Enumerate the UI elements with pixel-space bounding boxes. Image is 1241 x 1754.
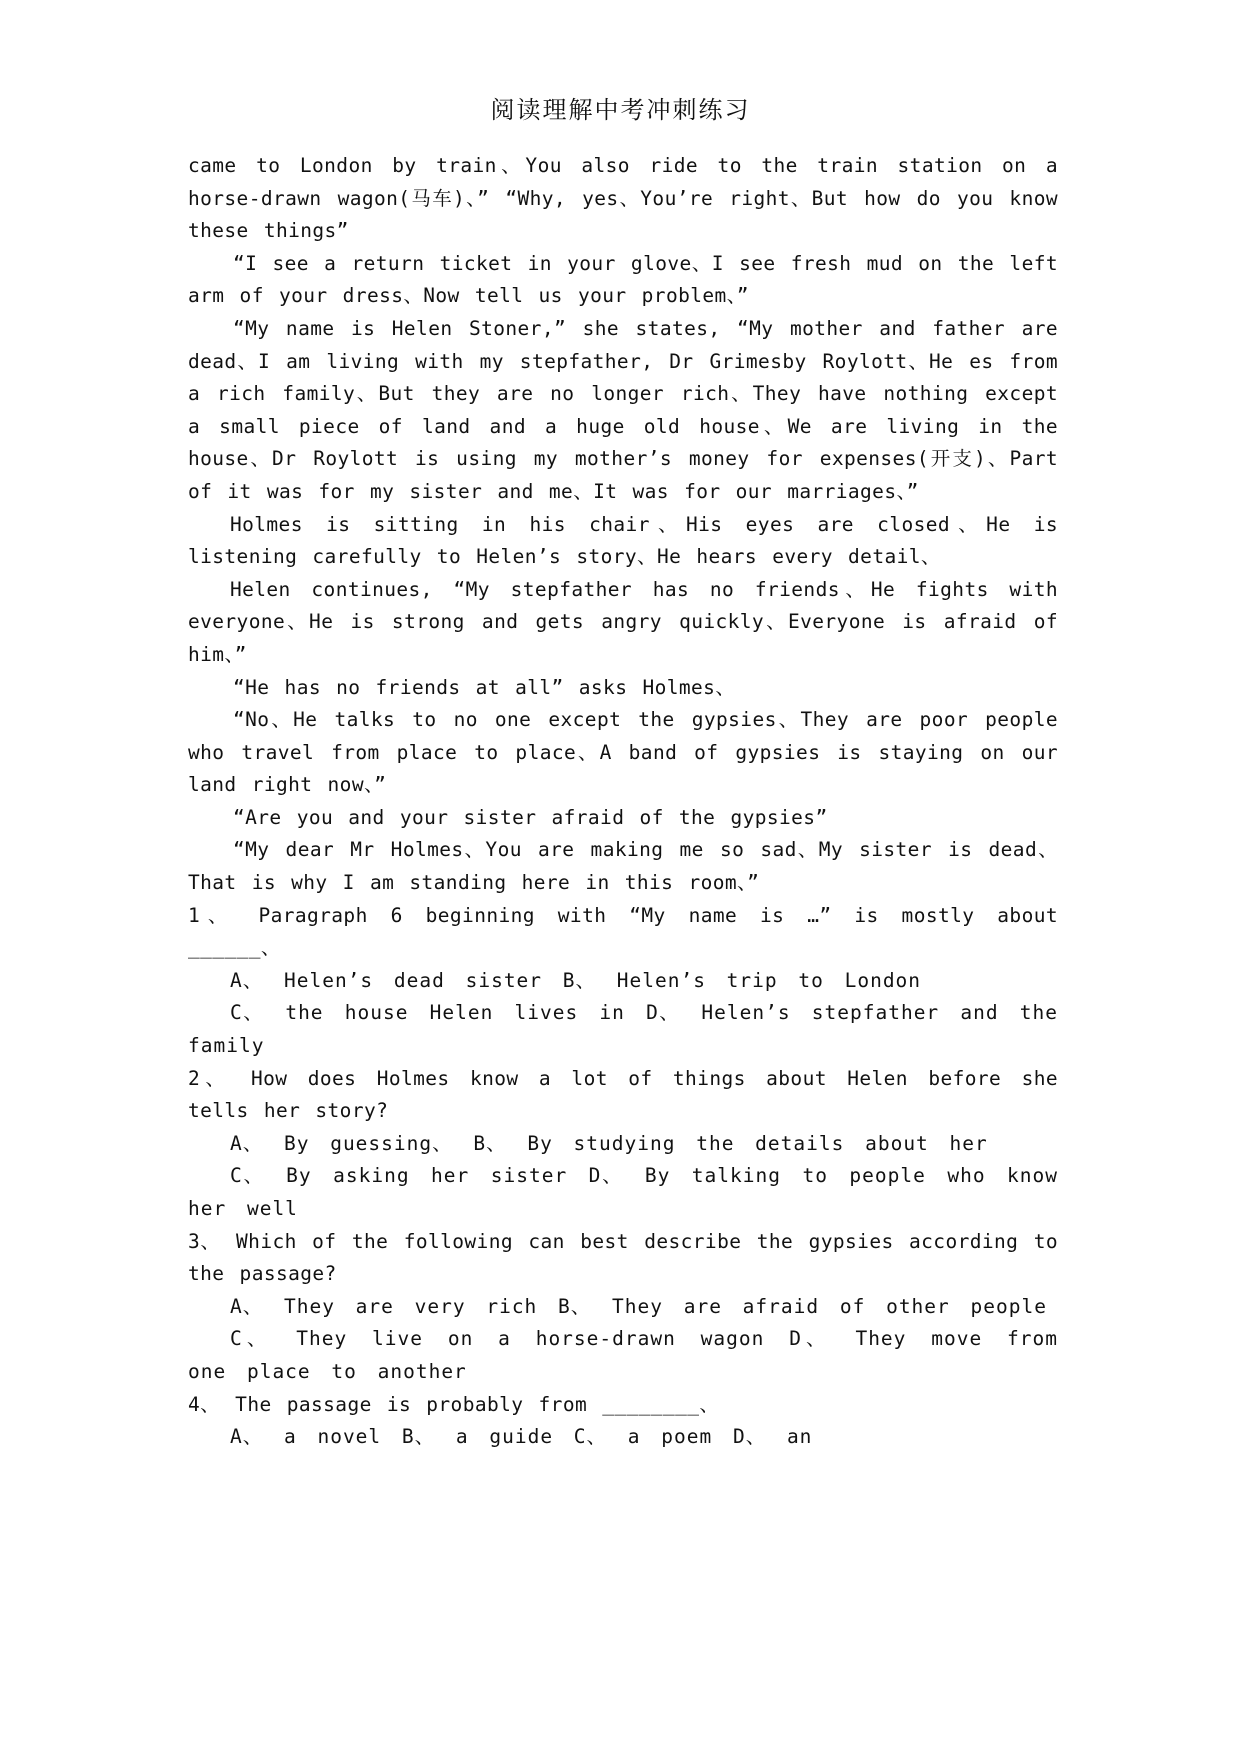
paragraph: “He has no friends at all” asks Holmes、 <box>233 675 736 699</box>
paragraph: Holmes is sitting in his chair、His eyes are closed、He is listening carefully to Helen’s story、He hears every detail、 <box>188 512 1058 569</box>
paragraph: “I see a return ticket in your glove、I see fresh mud on the left arm of your dress、Now tell us your problem、” <box>188 251 1058 308</box>
paragraph: “My name is Helen Stoner,” she states, “My mother and father are dead、I am living with my stepfather, Dr Grimesby Roylott、He es from a rich family、But they are no longer rich、They have nothing except a small piece of land and a huge old house、We are living in the house、Dr Roylott is using my mother’s money for expenses(开支)、Part of it was for my sister and me、It was for our marriages、” <box>188 316 1058 503</box>
question-stem: 4、 The passage is probably from ________、 <box>188 1392 720 1416</box>
paragraph: “No、He talks to no one except the gypsies、They are poor people who travel from place to place、A band of gypsies is staying on our land right now、” <box>188 708 1058 797</box>
question-options: A、 Helen’s dead sister B、 Helen’s trip to London <box>230 968 922 992</box>
question-options: C、 By asking her sister D、 By talking to people who know her well <box>188 1164 1058 1220</box>
paragraph: “My dear Mr Holmes、You are making me so sad、My sister is dead、That is why I am standing here in this room、” <box>188 838 1058 895</box>
question-options: C、 They live on a horse-drawn wagon D、 They move from one place to another <box>188 1327 1058 1383</box>
question-stem: 1、 Paragraph 6 beginning with “My name is …” is mostly about ______、 <box>188 903 1058 960</box>
page-title: 阅读理解中考冲刺练习 <box>490 96 751 124</box>
question-options: A、 By guessing、 B、 By studying the details about her <box>230 1131 988 1155</box>
question <box>188 1063 1058 1226</box>
question-options: A、 They are very rich B、 They are afraid of other people <box>230 1294 1047 1318</box>
question-options: C、 the house Helen lives in D、 Helen’s stepfather and the family <box>188 1001 1058 1058</box>
passage-body <box>188 150 1058 1454</box>
paragraph: Helen continues, “My stepfather has no friends、He fights with everyone、He is strong and gets angry quickly、Everyone is afraid of him、” <box>188 577 1058 666</box>
question <box>188 900 1058 1063</box>
paragraph: came to London by train、You also ride to the train station on a horse-drawn wagon(马车)、” “Why, yes、You’re right、But how do you know these things” <box>188 154 1058 243</box>
question-stem: 2、 How does Holmes know a lot of things about Helen before she tells her story? <box>188 1066 1058 1123</box>
question <box>188 1389 1058 1454</box>
paragraph: “Are you and your sister afraid of the gypsies” <box>233 805 828 829</box>
question-stem: 3、 Which of the following can best describe the gypsies according to the passage? <box>188 1229 1058 1286</box>
question <box>188 1226 1058 1389</box>
question-options: A、 a novel B、 a guide C、 a poem D、 an <box>230 1425 813 1449</box>
